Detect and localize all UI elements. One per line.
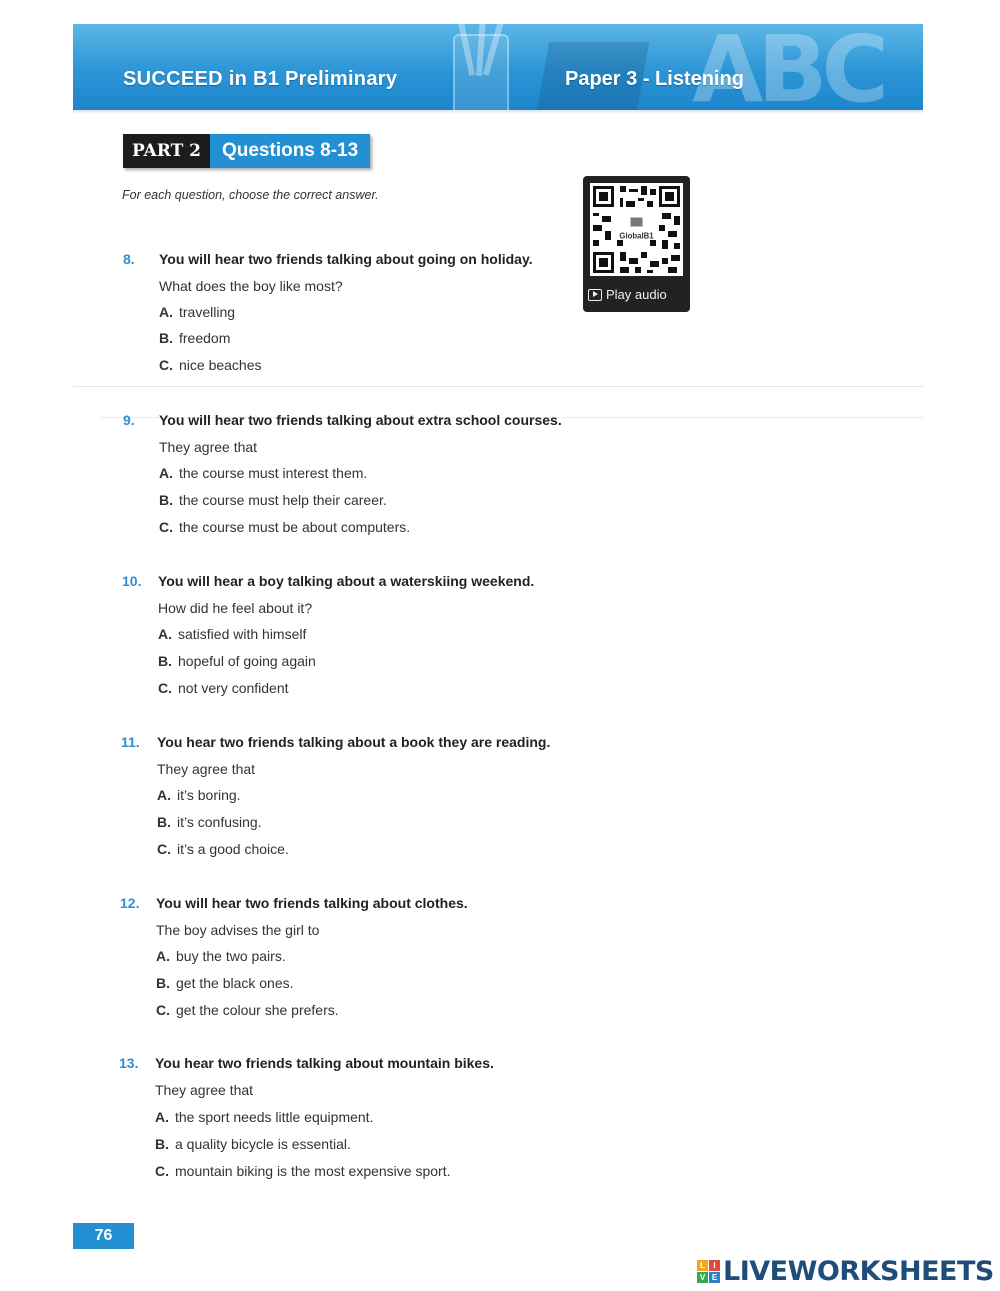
answer-option-c[interactable] [157,841,289,857]
option-text: it’s a good choice. [177,841,289,857]
logo-tile: I [709,1260,720,1271]
play-audio-label: Play audio [606,287,667,302]
paper-title: Paper 3 - Listening [565,68,744,90]
play-audio-button[interactable] [588,287,667,302]
option-letter: B. [157,814,171,830]
question-number: 9. [123,412,135,428]
question-number: 13. [119,1055,139,1071]
option-text: travelling [179,304,236,320]
option-letter: A. [156,948,170,964]
logo-tile: V [697,1272,708,1283]
answer-option-a[interactable] [156,948,286,964]
option-letter: A. [159,465,173,481]
answer-option-c[interactable] [158,680,289,696]
option-letter: A. [158,626,172,642]
answer-option-c[interactable] [156,1002,339,1018]
question-prompt: They agree that [159,439,258,455]
answer-option-b[interactable] [159,492,387,508]
play-audio-widget[interactable] [583,176,690,312]
option-letter: B. [159,330,173,346]
question-number: 10. [122,573,142,589]
question-prompt: They agree that [155,1082,254,1098]
option-text: get the black ones. [176,975,294,991]
option-text: it’s boring. [177,787,241,803]
answer-option-a[interactable] [157,787,241,803]
header-shadow [73,110,923,114]
option-letter: A. [157,787,171,803]
option-letter: C. [158,680,172,696]
page-number: 76 [73,1223,134,1249]
option-letter: B. [155,1136,169,1152]
answer-option-b[interactable] [157,814,262,830]
header-banner [73,24,923,110]
option-letter: B. [158,653,172,669]
qr-caption: GlobalB1 [619,231,654,241]
qr-code[interactable] [590,183,683,276]
liveworksheets-logo-icon [697,1260,720,1283]
question-number: 11. [121,734,140,750]
option-letter: A. [159,304,173,320]
logo-tile: L [697,1260,708,1271]
liveworksheets-logo[interactable] [697,1256,994,1287]
option-text: the course must interest them. [179,465,368,481]
part-questions-range: Questions 8-13 [210,134,370,168]
logo-tile: E [709,1272,720,1283]
option-text: not very confident [178,680,289,696]
option-letter: C. [159,357,173,373]
pencil-cup-decoration [453,34,509,110]
question-stem: You hear two friends talking about mountain bikes. [155,1055,494,1071]
question-prompt: They agree that [157,761,256,777]
option-text: satisfied with himself [178,626,307,642]
option-text: the course must be about computers. [179,519,411,535]
question-stem: You will hear two friends talking about clothes. [156,895,468,911]
play-icon [588,289,602,301]
option-text: it’s confusing. [177,814,262,830]
option-text: the course must help their career. [179,492,387,508]
part-label: PART 2 [123,134,210,168]
answer-option-a[interactable] [159,465,367,481]
question-stem: You hear two friends talking about a book they are reading. [157,734,551,750]
option-text: buy the two pairs. [176,948,286,964]
answer-option-a[interactable] [158,626,306,642]
option-text: freedom [179,330,231,346]
option-text: hopeful of going again [178,653,316,669]
qr-code-icon [590,183,683,276]
question-prompt: What does the boy like most? [159,278,343,294]
option-letter: B. [159,492,173,508]
option-text: get the colour she prefers. [176,1002,339,1018]
option-letter: B. [156,975,170,991]
answer-option-c[interactable] [155,1163,450,1179]
answer-option-b[interactable] [158,653,316,669]
option-text: mountain biking is the most expensive sport. [175,1163,451,1179]
option-text: nice beaches [179,357,262,373]
option-letter: C. [155,1163,169,1179]
divider-line [73,386,923,387]
answer-option-a[interactable] [159,304,235,320]
question-prompt: How did he feel about it? [158,600,313,616]
question-number: 12. [120,895,140,911]
question-stem: You will hear two friends talking about extra school courses. [159,412,562,428]
option-letter: C. [159,519,173,535]
question-prompt: The boy advises the girl to [156,922,320,938]
liveworksheets-wordmark: LIVEWORKSHEETS [723,1256,994,1287]
question-stem: You will hear a boy talking about a waterskiing weekend. [158,573,535,589]
book-title: SUCCEED in B1 Preliminary [123,68,398,90]
question-number: 8. [123,251,135,267]
option-letter: A. [155,1109,169,1125]
option-letter: C. [156,1002,170,1018]
question-stem: You will hear two friends talking about going on holiday. [159,251,533,267]
part-badge [123,134,370,168]
answer-option-c[interactable] [159,357,262,373]
answer-option-b[interactable] [159,330,230,346]
answer-option-a[interactable] [155,1109,373,1125]
answer-option-c[interactable] [159,519,410,535]
option-letter: C. [157,841,171,857]
instruction-text: For each question, choose the correct answer. [122,188,379,202]
answer-option-b[interactable] [156,975,294,991]
option-text: a quality bicycle is essential. [175,1136,351,1152]
answer-option-b[interactable] [155,1136,351,1152]
option-text: the sport needs little equipment. [175,1109,374,1125]
header-abc-decoration: ABC [692,24,883,110]
